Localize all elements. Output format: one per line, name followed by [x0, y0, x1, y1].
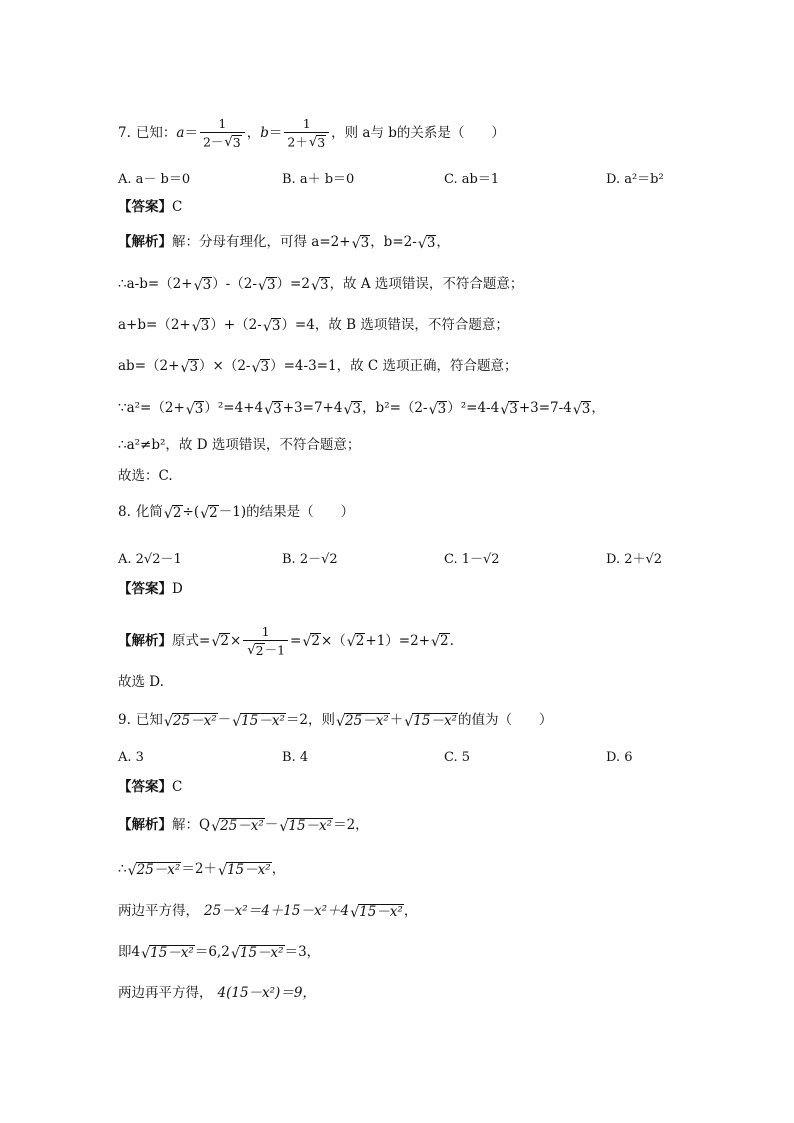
- q9-analysis-line-1: 【解析】 解：Q √ 25－x² － √ 15－x² ＝2 ，: [118, 817, 369, 835]
- q7-option-a: A. a－ b＝0: [118, 172, 191, 187]
- q9-option-a: A. 3: [118, 750, 144, 765]
- q7-option-c: C. ab＝1: [444, 172, 500, 187]
- analysis-label: 【解析】: [118, 632, 172, 649]
- q7-number: 7.: [118, 124, 131, 141]
- q7-answer: [118, 201, 182, 215]
- analysis-label: 【解析】: [118, 234, 172, 251]
- fraction-a: 1 2－ √ 3: [200, 117, 245, 150]
- q7-analysis-line-7: 故选：C.: [118, 468, 173, 484]
- answer-label: 【答案】: [118, 779, 172, 795]
- q8-answer: [118, 583, 183, 597]
- fraction: 1 √ 2 －1: [243, 625, 288, 658]
- q9-analysis-line-4: 即4 √ 15－x² ＝6,2 √ 15－x² ＝3，: [118, 944, 321, 962]
- q8-number: 8.: [118, 504, 131, 521]
- q8-stem: 8. 化简 √ 2 ÷( √ 2 －1) 的结果是（ ）: [118, 504, 355, 522]
- q7-option-b: B. a＋ b＝0: [282, 172, 355, 187]
- q8-option-c: C. 1－√2: [444, 552, 500, 567]
- sqrt-symbol: √ 3: [308, 134, 326, 151]
- answer-label: 【答案】: [118, 581, 172, 597]
- q7-analysis-line-1: 【解析】 解：分母有理化，可得 a=2+ √ 3 ，b=2- √ 3 ，: [118, 234, 450, 252]
- q7-analysis-line-5: ∵a²=（2+ √ 3 ）²=4+4 √ 3 +3=7+4 √ 3 ，b²=（2- √ 3 ）²=4-4 √ 3 +3=7-4 √ 3 ，: [118, 400, 605, 418]
- q7-prefix: 已知：: [135, 124, 177, 141]
- q7-analysis-line-2: ∴a-b=（2+ √ 3 ）-（2- √ 3 ）=2 √ 3 ，故 A 选项错误，不符合题意；: [118, 276, 524, 294]
- q9-analysis-line-2: ∴ √ 25－x² ＝2＋ √ 15－x² ，: [118, 861, 286, 879]
- q7-option-d: D. a²＝b²: [606, 172, 664, 187]
- answer-value: C: [172, 779, 183, 795]
- answer-value: D: [172, 581, 183, 597]
- q9-stem: 9. 已知 √ 25－x² － √ 15－x² ＝2 ，则 √ 25－x² ＋ √ 15－x² 的值为（ ）: [118, 712, 553, 730]
- q8-option-a: A. 2√2－1: [118, 552, 182, 567]
- analysis-label: 【解析】: [118, 817, 172, 834]
- q8-analysis-line-2: 故选 D.: [118, 674, 164, 690]
- q8-analysis-line-1: 【解析】 原式= √ 2 × 1 √ 2 －1 = √ 2 ×（ √ 2 +1）=2+ √ 2 .: [118, 624, 454, 659]
- q7-analysis-line-3: a+b=（2+ √ 3 ）+（2- √ 3 ）=4，故 B 选项错误，不符合题意；: [118, 317, 509, 335]
- sqrt-symbol: √ 3: [224, 134, 241, 151]
- q9-option-d: D. 6: [606, 750, 633, 765]
- answer-value: C: [172, 199, 183, 215]
- q8-option-b: B. 2－√2: [282, 552, 338, 567]
- var-a: a: [176, 124, 185, 141]
- fraction-b: 1 2＋ √ 3: [284, 117, 329, 150]
- q9-analysis-line-5: 两边再平方得， 4(15－x²)＝9，: [118, 985, 316, 1001]
- answer-label: 【答案】: [118, 199, 172, 215]
- q7-stem: 7. 已知： a ＝ 1 2－ √ 3 ， b ＝ 1 2＋ √ 3 ，则 a与 b的关系是（ ）: [118, 116, 505, 151]
- q7-analysis-line-6: ∴a²≠b²，故 D 选项错误，不符合题意；: [118, 437, 361, 453]
- q9-number: 9.: [118, 712, 131, 729]
- var-b: b: [260, 124, 269, 141]
- q7-analysis-line-4: ab=（2+ √ 3 ）×（2- √ 3 ）=4-3=1，故 C 选项正确，符合题意；: [118, 358, 518, 376]
- q8-option-d: D. 2＋√2: [606, 552, 663, 567]
- q9-answer: [118, 781, 182, 795]
- q7-tail: ，则 a与 b的关系是（ ）: [331, 124, 505, 141]
- q9-option-b: B. 4: [282, 750, 309, 765]
- q9-analysis-line-3: 两边平方得， 25－x²＝4＋15－x²＋4 √ 15－x² ，: [118, 903, 418, 921]
- q9-option-c: C. 5: [444, 750, 471, 765]
